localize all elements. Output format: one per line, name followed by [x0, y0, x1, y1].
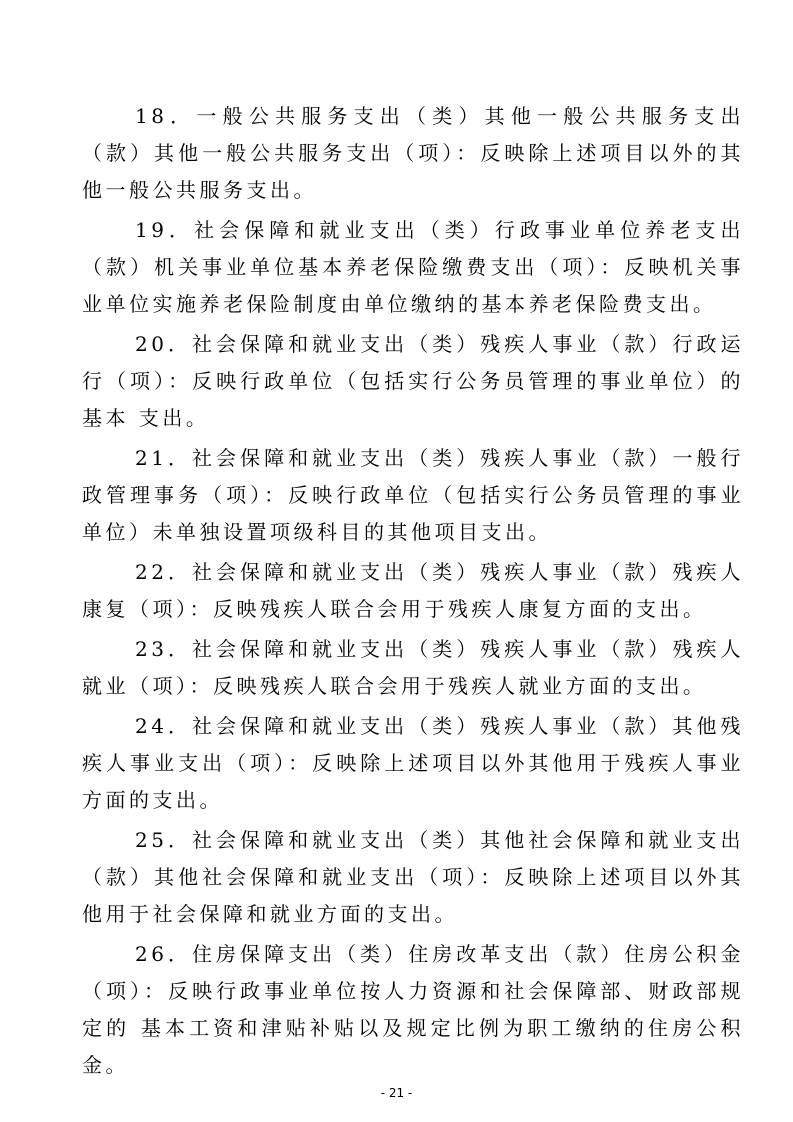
paragraph-item-22: 22．社会保障和就业支出（类）残疾人事业（款）残疾人康复（项）：反映残疾人联合会用于残疾人康复方面的支出。	[82, 560, 744, 621]
paragraph-item-19: 19．社会保障和就业支出（类）行政事业单位养老支出（款）机关事业单位基本养老保险缴费支出（项）：反映机关事业单位实施养老保险制度由单位缴纳的基本养老保险费支出。	[82, 218, 744, 316]
paragraph-item-24: 24．社会保障和就业支出（类）残疾人事业（款）其他残疾人事业支出（项）：反映除上述项目以外其他用于残疾人事业方面的支出。	[82, 714, 744, 812]
paragraph-item-25: 25．社会保障和就业支出（类）其他社会保障和就业支出（款）其他社会保障和就业支出（项）：反映除上述项目以外其他用于社会保障和就业方面的支出。	[82, 828, 744, 926]
paragraph-item-23: 23．社会保障和就业支出（类）残疾人事业（款）残疾人就业（项）：反映残疾人联合会用于残疾人就业方面的支出。	[82, 637, 744, 698]
paragraph-item-26: 26．住房保障支出（类）住房改革支出（款）住房公积金（项）：反映行政事业单位按人力资源和社会保障部、财政部规定的 基本工资和津贴补贴以及规定比例为职工缴纳的住房公积金。	[82, 942, 744, 1077]
paragraph-item-18: 18．一般公共服务支出（类）其他一般公共服务支出（款）其他一般公共服务支出（项）：反映除上述项目以外的其他一般公共服务支出。	[82, 104, 744, 202]
page-number: - 21 -	[380, 1086, 413, 1100]
paragraph-item-20: 20．社会保障和就业支出（类）残疾人事业（款）行政运行（项）：反映行政单位（包括实行公务员管理的事业单位）的基本 支出。	[82, 332, 744, 430]
page-body	[82, 98, 744, 1087]
paragraph-item-21: 21．社会保障和就业支出（类）残疾人事业（款）一般行政管理事务（项）：反映行政单位（包括实行公务员管理的事业单位）未单独设置项级科目的其他项目支出。	[82, 446, 744, 544]
